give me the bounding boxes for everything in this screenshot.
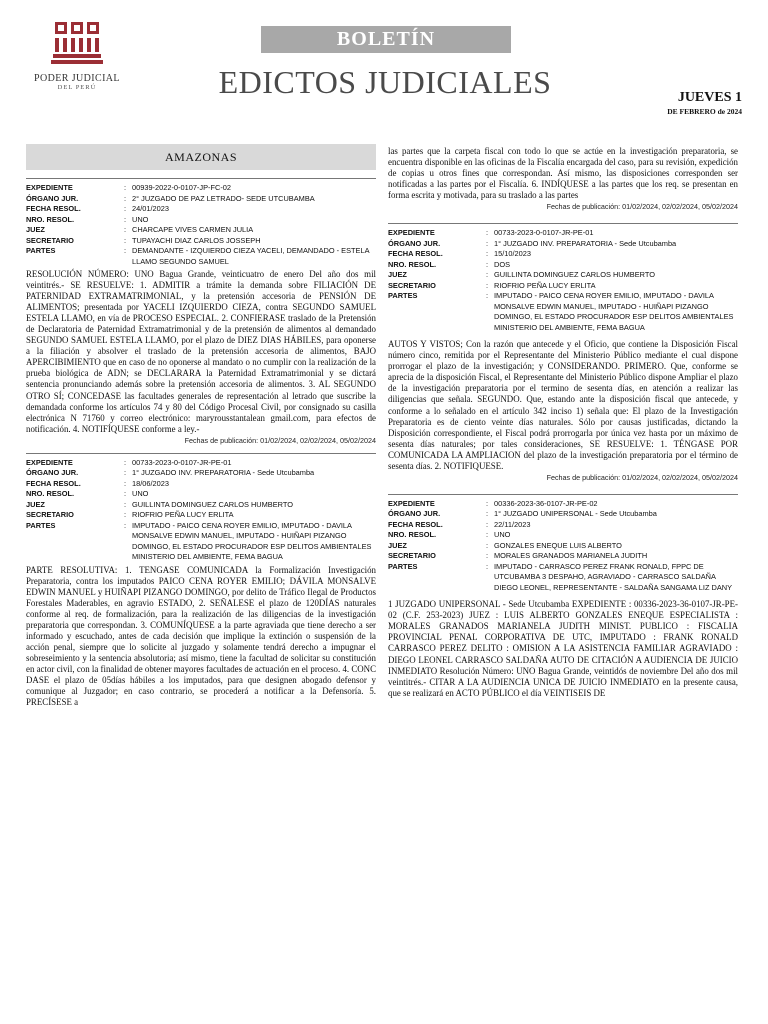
colon: : — [486, 509, 489, 519]
colon: : — [124, 225, 127, 234]
divider — [26, 178, 376, 179]
fecha-value: 22/11/2023 — [494, 519, 531, 529]
expediente-label: EXPEDIENTE — [388, 228, 435, 238]
secretario-value: RIOFRIO PEÑA LUCY ERLITA — [132, 510, 234, 520]
edict-metadata — [26, 183, 376, 267]
colon: : — [486, 530, 489, 540]
colon: : — [124, 499, 127, 509]
expediente-label: EXPEDIENTE — [388, 498, 435, 508]
colon: : — [486, 259, 489, 269]
organo-label: ÓRGANO JUR. — [388, 238, 441, 248]
partes-label: PARTES — [26, 520, 56, 530]
fecha-label: FECHA RESOL. — [388, 249, 443, 259]
publication-dates: Fechas de publicación: 01/02/2024, 02/02/2024, 05/02/2024 — [546, 202, 738, 212]
nro-label: NRO. RESOL. — [388, 530, 437, 540]
organo-value: 1° JUZGADO INV. PREPARATORIA - Sede Utcubamba — [132, 468, 315, 478]
nro-value: DOS — [494, 259, 511, 269]
logo-name: PODER JUDICIAL — [34, 73, 120, 84]
colon: : — [486, 519, 489, 529]
colon: : — [486, 540, 489, 550]
colon: : — [124, 478, 127, 488]
colon: : — [486, 291, 489, 301]
publication-dates: Fechas de publicación: 01/02/2024, 02/02/2024, 05/02/2024 — [184, 435, 376, 445]
juez-value: GONZALES ENEQUE LUIS ALBERTO — [494, 540, 622, 550]
fecha-label: FECHA RESOL. — [388, 519, 443, 529]
colon: : — [124, 489, 127, 499]
nro-value: UNO — [132, 489, 149, 499]
organo-label: ÓRGANO JUR. — [26, 193, 79, 203]
expediente-value: 00733-2023-0-0107-JR-PE-01 — [494, 228, 594, 238]
juez-value: CHARCAPE VIVES CARMEN JULIA — [132, 225, 254, 234]
edict-body: 1 JUZGADO UNIPERSONAL - Sede Utcubamba EXPEDIENTE : 00336-2023-36-0107-JR-PE-02 (C.F. 253-2023) JUEZ : LUIS ALBERTO GONZALES ENEQUE ESPECIALISTA : MORALES GRANADOS MARIANELA JUDITH MINIST. PUBLICO : FISCALIA PROVINCIAL PENAL CORPORATIVA DE UTC, IMPUTADO : FRANK RONALD CARRASCO PEREZ DELITO : OMISION A LA ASISTENCIA FAMILIAR AGRAVIADO : DIEGO LEONEL CARRASCO SALDAÑA AUTO DE CITACIÓN A AUDIENCIA DE JUICIO INMEDIATO Resolución Número: UNO Bagua Grande, veintidós de noviembre Del año dos mil veintitrés.- CITAR A LA AUDIENCIA UNICA DE JUICIO INMEDIATO en la presente causa, que se realizará en ACTO PÚBLICO el día VEINTISEIS DE — [388, 599, 738, 698]
colon: : — [124, 468, 127, 478]
organo-label: ÓRGANO JUR. — [26, 468, 79, 478]
colon: : — [124, 193, 127, 203]
expediente-value: 00733-2023-0-0107-JR-PE-01 — [132, 457, 232, 467]
secretario-label: SECRETARIO — [388, 280, 436, 290]
secretario-label: SECRETARIO — [26, 235, 74, 245]
colon: : — [124, 204, 127, 213]
organo-label: ÓRGANO JUR. — [388, 509, 441, 519]
fecha-value: 24/01/2023 — [132, 204, 169, 213]
region-heading: AMAZONAS — [26, 144, 376, 170]
page-title: EDICTOS JUDICIALES — [218, 64, 552, 100]
edict-metadata — [388, 228, 738, 333]
nro-label: NRO. RESOL. — [388, 259, 437, 269]
colon: : — [486, 498, 489, 508]
partes-label: PARTES — [388, 291, 418, 301]
edict-body: las partes que la carpeta fiscal con todo lo que se actúe en la investigación preparatoria, se encuentra disponible en las oficinas de la Fiscalía encargada del caso, para su revisión, expedición de copias u otros fines que correspondan. Así mismo, las disposiciones corresponden ser notificadas a las partes por el Fiscalía. 6. INDÍQUESE a las partes que los req. se presentan en forma escrita y motivada, para su traslado a las partes — [388, 146, 738, 201]
nro-value: UNO — [132, 214, 149, 224]
issue-date-day: JUEVES 1 — [677, 90, 742, 105]
colon: : — [124, 183, 127, 192]
right-column — [388, 146, 738, 699]
partes-value: IMPUTADO - CARRASCO PEREZ FRANK RONALD, FPPC DE UTCUBAMBA 3 DESPAHO, AGRAVIADO - CARRASCO SALDAÑA DIEGO LEONEL, REPRESENTANTE - SALDAÑA SANGAMA LIZ DANY — [494, 561, 733, 592]
colon: : — [124, 520, 127, 530]
issue-date-month-year: DE FEBRERO de 2024 — [667, 107, 742, 116]
edict-metadata — [26, 458, 376, 563]
expediente-label: EXPEDIENTE — [26, 457, 73, 467]
colon: : — [124, 510, 127, 520]
partes-value: IMPUTADO - PAICO CENA ROYER EMILIO, IMPUTADO - DAVILA MONSALVE EDWIN MANUEL, IMPUTADO - HUIÑAPI PIZANGO DOMINGO, EL ESTADO PROCURADOR ESP DELITOS AMBIENTALES MINISTERIO DEL AMBIENTE, FEMA BAGUA — [494, 291, 734, 332]
secretario-value: TUPAYACHI DIAZ CARLOS JOSSEPH — [132, 235, 261, 245]
edict-body: PARTE RESOLUTIVA: 1. TENGASE COMUNICADA la Formalización Investigación Preparatoria, contra los imputados PAICO CENA ROYER EMILIO; DÁVILA MONSALVE EDWIN MANUEL y HUIÑAPI PIZANGO DOMINGO, por delito de Tráfico Ilegal de Productos Forestales Maderables, en agravio ESTADO, 2. SEÑALESE el plazo de 120DÍAS naturales conforme al req. de formalización, para la realización de las diligencias de la investigación preparatoria que correspondan. 3. COMUNÍQUESE a la parte agraviada que tiene derecho a ser informado y escuchado, antes de cada decisión que implique la extinción o suspensión de la acción penal, siempre que lo solicite al juzgado y solamente tendrá derecho a impugnar el sobreseimiento y la sentencia absolutoria; así mismo, tiene la facultad de solicitar su constitución en actor civil, con la finalidad de obtener mayores facultades de actuación en el proceso. 4. CONC DASE el plazo de 05días hábiles a los imputados, para que designen abogado defensor y comunique al Juzgador; en caso contrario, se procederá a notificar a la Defensoría. 5. PRECÍSESE a — [26, 564, 376, 708]
expediente-label: EXPEDIENTE — [26, 183, 73, 192]
edict-entry — [26, 453, 376, 709]
colon: : — [124, 457, 127, 467]
colon: : — [124, 214, 127, 224]
partes-value: DEMANDANTE - IZQUIERDO CIEZA YACELI, DEMANDADO - ESTELA LLAMO SEGUNDO SAMUEL — [132, 246, 370, 266]
expediente-value: 00939-2022-0-0107-JP-FC-02 — [132, 183, 232, 192]
colon: : — [124, 246, 127, 255]
colon: : — [486, 561, 489, 571]
nro-value: UNO — [494, 530, 511, 540]
juez-label: JUEZ — [26, 499, 45, 509]
colon: : — [486, 270, 489, 280]
colon: : — [486, 249, 489, 259]
edict-body: RESOLUCIÓN NÚMERO: UNO Bagua Grande, veinticuatro de enero Del año dos mil veintitrés.- SE RESUELVE: 1. ADMITIR a trámite la demanda sobre FILIACIÓN DE PATERNIDAD EXTRAMATRIMONIAL, y la pretensión accesoria de PENSIÓN DE ALIMENTOS; presentada por YACELI IZQUIERDO CIEZA, contra SEGUNDO SAMUEL ESTELA LLAMO, en vía de PROCESO ESPECIAL. 2. CONFIERASE traslado de la Pretensión de Declaratoria de Paternidad Extramatrimonial y de la pretensión de alimentos al demandado SEGUNDO SAMUEL ESTELA LLAMO, por el plazo de DIEZ DIAS HÁBILES, para oponerse a la filiación y absolver el traslado de la pretensión accesoria de alimentos, BAJO APERCIBIMIENTO que en caso de no oponerse al mandato o no cumplir con la realización de la prueba biológica de ADN; se DECLARARA la Paternidad Extramatrimonial y se dictará sentencia pronunciando además sobre la pretensión accesoria de alimentos. 3. AL SEGUNDO OTRO SÍ; CONCEDASE las facultades generales de representación al letrado que suscribe la demandada conforme los artículos 74 y 80 del Código Procesal Civil, por consignado su casilla electrónica N 71760 y correo electrónico: maryrousstantalean gmail.com, para efectos de notificación. 4. NOTIFÍQUESE conforme a ley.- — [26, 269, 376, 434]
secretario-label: SECRETARIO — [388, 551, 436, 561]
edict-body: AUTOS Y VISTOS; Con la razón que antecede y el Oficio, que contiene la Disposición Fiscal número cinco, remitida por el Representante del Ministerio Público mediante el cual dispone prorrogar el plazo de la investigación; y CONSIDERANDO. PRIMERO. Que, conforme se aprecia de la disposición Fiscal, el Representante del Ministerio Público dispone Ampliar el plazo de la investigación preparatoria por el termino de sesenta días, en atención a realizar las diligencias que señala. SEGUNDO. Que, estando ante la disposición fiscal que antecede, y conforme a lo señalado en el artículo 342 inciso 1) señala que: El plazo de la Investigación Preparatoria es de ciento veinte días naturales. Sólo por causas justificadas, dictando la Disposición correspondiente, el Fiscal podrá prorrogarla por única vez hasta por un máximo de sesenta días naturales; por tales consideraciones, SE RESUELVE: 1. TÉNGASE POR COMUNICADA LA AMPLIACION del plazo de la investigación preparatoria por el término de sesenta días. 2. NOTIFIQUESE. — [388, 339, 738, 471]
fecha-label: FECHA RESOL. — [26, 478, 81, 488]
expediente-value: 00336-2023-36-0107-JR-PE-02 — [494, 498, 598, 508]
edict-continuation — [388, 146, 738, 211]
partes-value: IMPUTADO - PAICO CENA ROYER EMILIO, IMPUTADO - DAVILA MONSALVE EDWIN MANUEL, IMPUTADO - HUIÑAPI PIZANGO DOMINGO, EL ESTADO PROCURADOR ESP DELITOS AMBIENTALES MINISTERIO DEL AMBIENTE, FEMA BAGUA — [132, 520, 372, 562]
partes-label: PARTES — [388, 561, 418, 571]
divider — [388, 223, 738, 224]
juez-label: JUEZ — [388, 540, 407, 550]
secretario-value: RIOFRIO PEÑA LUCY ERLITA — [494, 280, 596, 290]
colon: : — [124, 235, 127, 245]
organo-value: 1° JUZGADO INV. PREPARATORIA - Sede Utcubamba — [494, 238, 677, 248]
divider — [26, 453, 376, 454]
secretario-label: SECRETARIO — [26, 510, 74, 520]
partes-label: PARTES — [26, 246, 56, 255]
edict-entry — [388, 223, 738, 482]
colon: : — [486, 280, 489, 290]
logo-subtitle: DEL PERÚ — [57, 84, 97, 91]
colon: : — [486, 228, 489, 238]
juez-value: GUILLINTA DOMINGUEZ CARLOS HUMBERTO — [494, 270, 655, 280]
boletin-banner: BOLETÍN — [261, 26, 511, 53]
organo-value: 2° JUZGADO DE PAZ LETRADO- SEDE UTCUBAMBA — [132, 193, 315, 203]
nro-label: NRO. RESOL. — [26, 214, 75, 224]
secretario-value: MORALES GRANADOS MARIANELA JUDITH — [494, 551, 648, 561]
juez-value: GUILLINTA DOMINGUEZ CARLOS HUMBERTO — [132, 499, 293, 509]
poder-judicial-logo — [22, 20, 132, 91]
juez-label: JUEZ — [388, 270, 407, 280]
juez-label: JUEZ — [26, 225, 45, 234]
edict-entry — [388, 494, 738, 699]
nro-label: NRO. RESOL. — [26, 489, 75, 499]
edict-entry — [26, 178, 376, 445]
publication-dates: Fechas de publicación: 01/02/2024, 02/02/2024, 05/02/2024 — [546, 472, 738, 482]
edict-metadata — [388, 499, 738, 594]
colon: : — [486, 238, 489, 248]
colon: : — [486, 551, 489, 561]
fecha-value: 18/06/2023 — [132, 478, 169, 488]
divider — [388, 494, 738, 495]
organo-value: 1° JUZGADO UNIPERSONAL - Sede Utcubamba — [494, 509, 657, 519]
fecha-value: 15/10/2023 — [494, 249, 531, 259]
left-column — [26, 144, 376, 708]
poder-judicial-emblem-icon — [49, 20, 105, 66]
fecha-label: FECHA RESOL. — [26, 204, 81, 213]
